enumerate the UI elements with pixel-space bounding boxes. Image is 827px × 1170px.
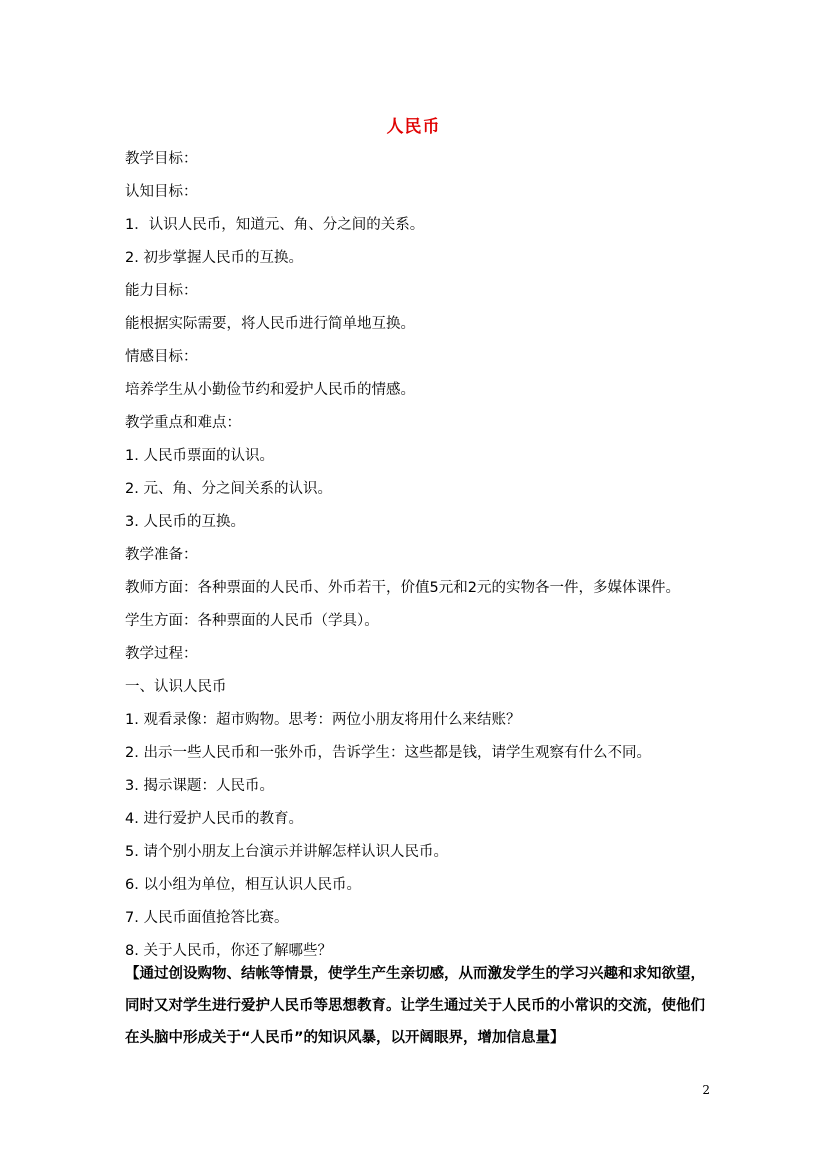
text-line: 3. 人民币的互换。 [125, 514, 245, 530]
teaching-note [125, 958, 715, 1054]
text-line: 认知目标： [125, 184, 198, 200]
text-line: 2. 初步掌握人民币的互换。 [125, 250, 303, 266]
text-line: 6. 以小组为单位，相互认识人民币。 [125, 877, 361, 893]
text-line: 8. 关于人民币，你还了解哪些？ [125, 943, 332, 959]
text-line: 1. 人民币票面的认识。 [125, 448, 274, 464]
note-line: 在头脑中形成关于“人民币”的知识风暴，以开阔眼界，增加信息量】 [125, 1030, 565, 1046]
text-line: 2. 出示一些人民币和一张外币，告诉学生：这些都是钱，请学生观察有什么不同。 [125, 745, 651, 761]
text-line: 一、认识人民币 [125, 679, 227, 695]
text-line: 教学准备： [125, 547, 198, 563]
text-line: 5. 请个别小朋友上台演示并讲解怎样认识人民币。 [125, 844, 448, 860]
text-line: 教学目标： [125, 151, 198, 167]
text-line: 能力目标： [125, 283, 198, 299]
text-line: 情感目标： [125, 349, 198, 365]
text-line: 7. 人民币面值抢答比赛。 [125, 910, 289, 926]
text-line: 教学过程： [125, 646, 198, 662]
text-line: 培养学生从小勤俭节约和爱护人民币的情感。 [125, 382, 415, 398]
text-line: 教学重点和难点： [125, 415, 241, 431]
text-line: 教师方面：各种票面的人民币、外币若干，价值5元和2元的实物各一件，多媒体课件。 [125, 580, 680, 596]
text-line: 1. 观看录像：超市购物。思考：两位小朋友将用什么来结账？ [125, 712, 521, 728]
text-line: 能根据实际需要，将人民币进行简单地互换。 [125, 316, 415, 332]
text-line: 3. 揭示课题：人民币。 [125, 778, 274, 794]
document-body [125, 148, 715, 973]
note-line: 同时又对学生进行爱护人民币等思想教育。让学生通过关于人民币的小常识的交流，使他们 [125, 998, 705, 1014]
page-number: 2 [702, 1083, 710, 1097]
text-line: 1．认识人民币，知道元、角、分之间的关系。 [125, 217, 425, 233]
text-line: 4. 进行爱护人民币的教育。 [125, 811, 303, 827]
text-line: 2. 元、角、分之间关系的认识。 [125, 481, 332, 497]
text-line: 学生方面：各种票面的人民币（学具）。 [125, 613, 379, 629]
note-line: 【通过创设购物、结帐等情景，使学生产生亲切感，从而激发学生的学习兴趣和求知欲望， [125, 966, 705, 982]
document-title: 人民币 [386, 117, 441, 137]
